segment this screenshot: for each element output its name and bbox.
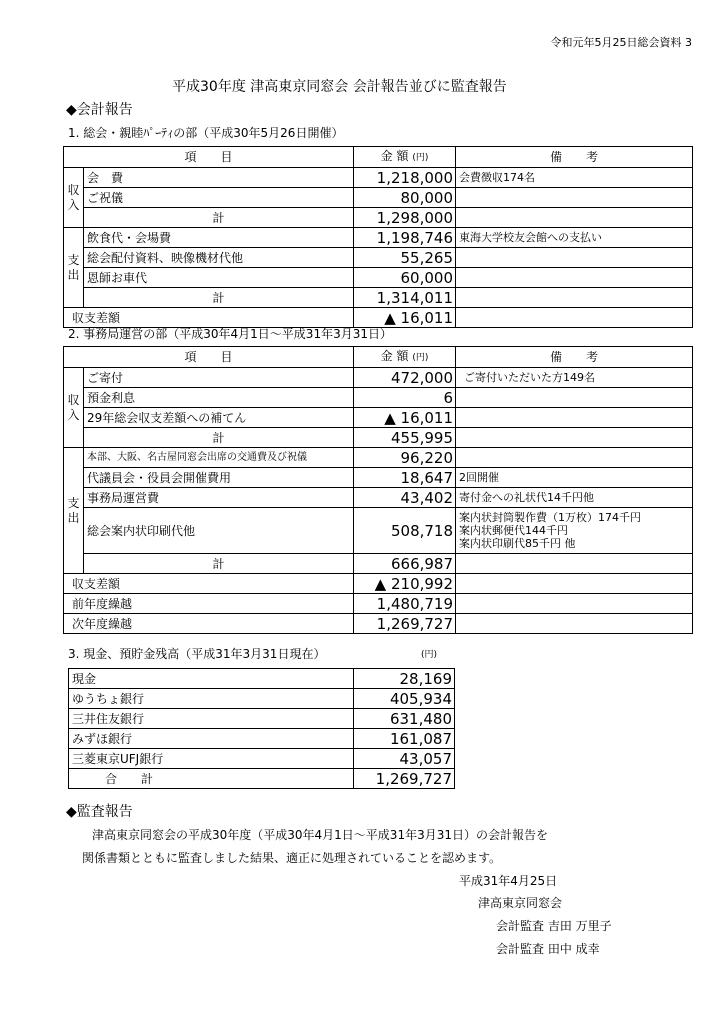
row-amount: 1,218,000 xyxy=(354,168,456,188)
row-remarks xyxy=(456,388,693,408)
total-amount: 1,269,727 xyxy=(354,769,455,789)
balance-label: 収支差額 xyxy=(64,574,354,594)
row-remarks: 2回開催 xyxy=(456,468,693,488)
audit-heading: ◆監査報告 xyxy=(66,804,133,820)
section2-heading: 2. 事務局運営の部（平成30年4月1日～平成31年3月31日） xyxy=(68,327,392,341)
row-label: ゆうちょ銀行 xyxy=(69,689,354,709)
row-label: 三井住友銀行 xyxy=(69,709,354,729)
balance-amount: ▲ 210,992 xyxy=(354,574,456,594)
auditor-1: 会計監査 吉田 万里子 xyxy=(496,919,612,933)
total-label: 合 計 xyxy=(69,769,354,789)
row-label: 三菱東京UFJ銀行 xyxy=(69,749,354,769)
row-amount: 96,220 xyxy=(354,448,456,468)
row-item: 本部、大阪、名古屋同窓会出席の交通費及び祝儀 xyxy=(84,448,354,468)
subtotal-amount: 455,995 xyxy=(354,428,456,448)
row-item: 代議員会・役員会開催費用 xyxy=(84,468,354,488)
table-row xyxy=(64,268,693,288)
subtotal-amount: 1,298,000 xyxy=(354,208,456,228)
row-remarks xyxy=(456,268,693,288)
prev-carry-amount: 1,480,719 xyxy=(354,594,456,614)
section3-heading: 3. 現金、預貯金残高（平成31年3月31日現在） xyxy=(68,647,326,661)
balance-amount: ▲ 16,011 xyxy=(354,308,456,328)
row-amount: 1,198,746 xyxy=(354,228,456,248)
table-header-row xyxy=(64,347,693,368)
table-row xyxy=(69,669,455,689)
audit-organization: 津高東京同窓会 xyxy=(478,896,563,910)
row-amount: 6 xyxy=(354,388,456,408)
section1-table xyxy=(63,146,693,328)
row-remarks: 東海大学校友会館への支払い xyxy=(456,228,693,248)
row-amount: 80,000 xyxy=(354,188,456,208)
expense-group-label: 支出 xyxy=(64,228,84,308)
header-remarks: 備 考 xyxy=(456,147,693,168)
row-item: 29年総会収支差額への補てん xyxy=(84,408,354,428)
row-item: 総会案内状印刷代他 xyxy=(84,508,354,554)
table-row xyxy=(69,749,455,769)
subtotal-amount: 1,314,011 xyxy=(354,288,456,308)
row-amount: 161,087 xyxy=(354,729,455,749)
expense-group-label: 支出 xyxy=(64,448,84,574)
subtotal-label: 計 xyxy=(84,428,354,448)
row-amount: 508,718 xyxy=(354,508,456,554)
row-item: 飲食代・会場費 xyxy=(84,228,354,248)
next-carry-row xyxy=(64,614,693,634)
section2-table xyxy=(63,346,693,634)
table-row xyxy=(64,248,693,268)
table-row xyxy=(69,689,455,709)
row-amount: 43,057 xyxy=(354,749,455,769)
accounting-heading: ◆会計報告 xyxy=(66,102,133,118)
row-amount: 60,000 xyxy=(354,268,456,288)
table-row xyxy=(64,448,693,468)
header-remarks: 備 考 xyxy=(456,347,693,368)
row-remarks xyxy=(456,188,693,208)
table-row xyxy=(69,709,455,729)
total-row xyxy=(69,769,455,789)
row-remarks xyxy=(456,248,693,268)
subtotal-amount: 666,987 xyxy=(354,554,456,574)
subtotal-row xyxy=(64,288,693,308)
table-row xyxy=(64,488,693,508)
row-item: 事務局運営費 xyxy=(84,488,354,508)
section3-table xyxy=(68,668,455,789)
balance-label: 収支差額 xyxy=(64,308,354,328)
row-remarks: 会費徴収174名 xyxy=(456,168,693,188)
header-item: 項 目 xyxy=(64,347,354,368)
document-reference: 令和元年5月25日総会資料 3 xyxy=(550,36,692,49)
row-amount: 55,265 xyxy=(354,248,456,268)
row-amount: ▲ 16,011 xyxy=(354,408,456,428)
row-amount: 631,480 xyxy=(354,709,455,729)
header-item: 項 目 xyxy=(64,147,354,168)
row-amount: 405,934 xyxy=(354,689,455,709)
auditor-2: 会計監査 田中 成幸 xyxy=(496,942,600,956)
header-amount: 金 額 (円) xyxy=(354,147,456,168)
audit-text-line1: 津高東京同窓会の平成30年度（平成30年4月1日～平成31年3月31日）の会計報告を xyxy=(92,828,548,842)
subtotal-label: 計 xyxy=(84,288,354,308)
section3-unit: (円) xyxy=(421,650,438,660)
prev-carry-row xyxy=(64,594,693,614)
row-amount: 43,402 xyxy=(354,488,456,508)
table-row xyxy=(64,408,693,428)
subtotal-label: 計 xyxy=(84,208,354,228)
table-row xyxy=(64,368,693,388)
table-row xyxy=(64,228,693,248)
income-group-label: 収入 xyxy=(64,368,84,448)
row-item: ご祝儀 xyxy=(84,188,354,208)
next-carry-label: 次年度繰越 xyxy=(64,614,354,634)
row-item: 総会配付資料、映像機材代他 xyxy=(84,248,354,268)
row-item: 預金利息 xyxy=(84,388,354,408)
row-remarks: 案内状封筒製作費（1万枚）174千円 案内状郵便代144千円 案内状印刷代85千円 他 xyxy=(456,508,693,554)
row-remarks: 寄付金への礼状代14千円他 xyxy=(456,488,693,508)
income-group-label: 収入 xyxy=(64,168,84,228)
subtotal-row xyxy=(64,554,693,574)
row-remarks xyxy=(456,408,693,428)
subtotal-label: 計 xyxy=(84,554,354,574)
table-row xyxy=(64,508,693,554)
table-row xyxy=(69,729,455,749)
row-amount: 472,000 xyxy=(354,368,456,388)
row-label: みずほ銀行 xyxy=(69,729,354,749)
table-header-row xyxy=(64,147,693,168)
section1-heading: 1. 総会・親睦ﾊﾟｰﾃｨの部（平成30年5月26日開催） xyxy=(68,126,344,140)
header-amount: 金 額 (円) xyxy=(354,347,456,368)
audit-text-line2: 関係書類とともに監査しました結果、適正に処理されていることを認めます。 xyxy=(82,851,502,865)
page-title: 平成30年度 津高東京同窓会 会計報告並びに監査報告 xyxy=(172,79,507,95)
balance-row xyxy=(64,574,693,594)
row-label: 現金 xyxy=(69,669,354,689)
prev-carry-label: 前年度繰越 xyxy=(64,594,354,614)
table-row xyxy=(64,168,693,188)
row-remarks xyxy=(456,448,693,468)
table-row xyxy=(64,388,693,408)
row-remarks: ご寄付いただいた方149名 xyxy=(456,368,693,388)
row-item: ご寄付 xyxy=(84,368,354,388)
row-item: 会 費 xyxy=(84,168,354,188)
table-row xyxy=(64,188,693,208)
next-carry-amount: 1,269,727 xyxy=(354,614,456,634)
table-row xyxy=(64,468,693,488)
subtotal-row xyxy=(64,208,693,228)
row-item: 恩師お車代 xyxy=(84,268,354,288)
row-amount: 18,647 xyxy=(354,468,456,488)
subtotal-row xyxy=(64,428,693,448)
audit-date: 平成31年4月25日 xyxy=(459,874,558,888)
row-amount: 28,169 xyxy=(354,669,455,689)
